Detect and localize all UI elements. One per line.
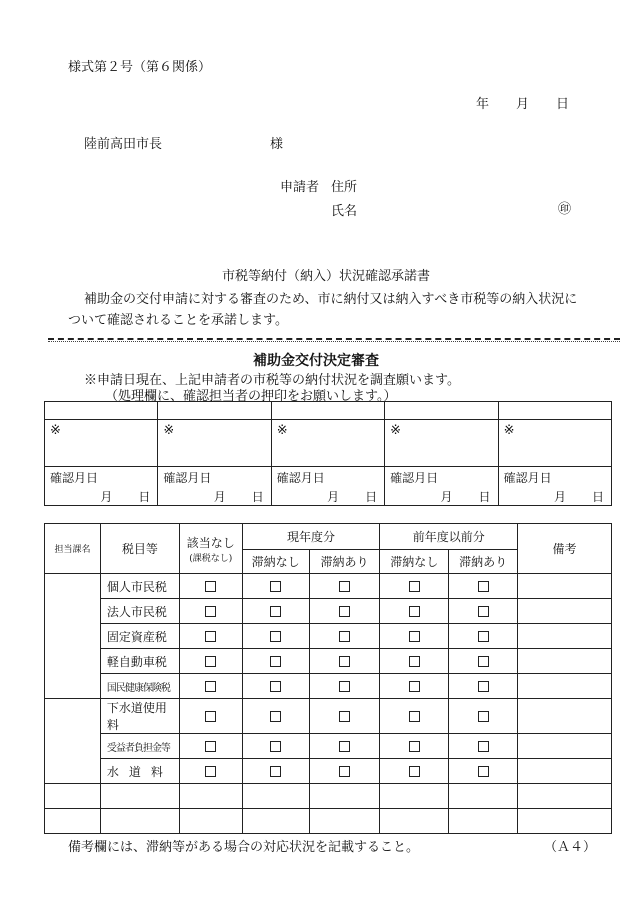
checkbox[interactable] (205, 656, 216, 667)
confirm-seal-cell[interactable]: ※ (271, 420, 384, 467)
confirm-seal-cell[interactable]: ※ (158, 420, 271, 467)
confirm-date-label: 確認月日 (390, 471, 439, 485)
empty-cell[interactable] (518, 784, 612, 809)
name-label: 氏名 (331, 204, 358, 219)
checkbox-cell[interactable] (380, 759, 449, 784)
honorific: 様 (270, 137, 284, 152)
checkbox-cell[interactable] (242, 759, 309, 784)
checkbox[interactable] (478, 656, 489, 667)
checkbox[interactable] (409, 581, 420, 592)
checkbox[interactable] (339, 741, 350, 752)
day-label: 日 (138, 490, 151, 504)
month-label: 月 (440, 490, 453, 504)
header-not-applicable (179, 524, 242, 574)
remarks-cell[interactable] (518, 624, 612, 649)
checkbox-cell[interactable] (242, 599, 309, 624)
checkbox-cell[interactable] (179, 759, 242, 784)
checkbox-cell[interactable] (380, 574, 449, 599)
remarks-cell[interactable] (518, 759, 612, 784)
empty-cell[interactable] (380, 809, 449, 834)
confirm-date-cell[interactable] (385, 467, 498, 506)
checkbox[interactable] (339, 711, 350, 722)
empty-cell[interactable] (45, 809, 101, 834)
document-title: 市税等納付（納入）状況確認承諾書 (222, 269, 431, 284)
remarks-cell[interactable] (518, 734, 612, 759)
checkbox-cell[interactable] (179, 699, 242, 734)
checkbox-cell[interactable] (449, 574, 518, 599)
remarks-cell[interactable] (518, 574, 612, 599)
checkbox[interactable] (205, 631, 216, 642)
date-month-label: 月 (516, 97, 530, 112)
footer-note: 備考欄には、滞納等がある場合の対応状況を記載すること。 (68, 840, 420, 855)
checkbox-cell[interactable] (242, 734, 309, 759)
checkbox-cell[interactable] (449, 624, 518, 649)
empty-cell[interactable] (449, 809, 518, 834)
confirm-seal-cell[interactable]: ※ (385, 420, 498, 467)
checkbox[interactable] (270, 741, 281, 752)
checkbox-cell[interactable] (449, 674, 518, 699)
checkbox[interactable] (270, 631, 281, 642)
confirm-date-label: 確認月日 (50, 471, 99, 485)
month-label: 月 (553, 490, 566, 504)
remarks-cell[interactable] (518, 649, 612, 674)
day-label: 日 (251, 490, 264, 504)
checkbox[interactable] (409, 606, 420, 617)
header-remarks: 備考 (518, 524, 612, 574)
table-row-empty (45, 784, 612, 809)
checkbox[interactable] (270, 656, 281, 667)
table-row (45, 759, 612, 784)
checkbox-cell[interactable] (309, 674, 380, 699)
header-previous-years: 前年度以前分 (380, 524, 518, 550)
empty-cell[interactable] (242, 784, 309, 809)
checkbox-cell[interactable] (380, 624, 449, 649)
checkbox-cell[interactable] (179, 599, 242, 624)
checkbox-cell[interactable] (380, 649, 449, 674)
date-year-label: 年 (476, 97, 490, 112)
checkbox-cell[interactable] (242, 574, 309, 599)
applicant-label: 申請者 (280, 180, 320, 195)
date-day-label: 日 (556, 97, 570, 112)
form-number: 様式第２号（第６関係） (68, 60, 212, 75)
day-label: 日 (478, 490, 491, 504)
confirm-date-label: 確認月日 (163, 471, 212, 485)
checkbox-cell[interactable] (179, 574, 242, 599)
checkbox-cell[interactable] (179, 649, 242, 674)
checkbox-cell[interactable] (380, 699, 449, 734)
confirm-date-cell[interactable] (45, 467, 158, 506)
address-label: 住所 (331, 180, 358, 195)
table-row-empty (45, 809, 612, 834)
day-label: 日 (365, 490, 378, 504)
checkbox[interactable] (339, 631, 350, 642)
dept-cell[interactable] (45, 699, 101, 784)
checkbox[interactable] (409, 741, 420, 752)
checkbox-cell[interactable] (309, 759, 380, 784)
empty-cell[interactable] (100, 809, 179, 834)
table-row (45, 574, 612, 599)
header-previous-has-arrears: 滞納あり (449, 550, 518, 574)
header-tax-item: 税目等 (100, 524, 179, 574)
tax-item-cell: 固定資産税 (100, 624, 179, 649)
empty-cell[interactable] (100, 784, 179, 809)
confirm-date-cell[interactable] (158, 467, 271, 506)
checkbox[interactable] (409, 631, 420, 642)
table-row (45, 734, 612, 759)
checkbox-cell[interactable] (380, 599, 449, 624)
checkbox[interactable] (270, 606, 281, 617)
checkbox[interactable] (478, 711, 489, 722)
checkbox[interactable] (339, 581, 350, 592)
table-row (45, 649, 612, 674)
checkbox-cell[interactable] (449, 599, 518, 624)
month-label: 月 (327, 490, 340, 504)
checkbox[interactable] (205, 681, 216, 692)
empty-cell[interactable] (242, 809, 309, 834)
tax-item-cell: 受益者負担金等 (100, 734, 179, 759)
consent-text-line2: ついて確認されることを承諾します。 (68, 313, 288, 328)
tax-item-cell: 下水道使用料 (100, 699, 179, 734)
confirm-header-cell (271, 402, 384, 420)
checkbox-cell[interactable] (309, 599, 380, 624)
confirm-date-cell[interactable] (271, 467, 384, 506)
not-applicable-label: 該当なし (186, 535, 235, 550)
remarks-cell[interactable] (518, 674, 612, 699)
checkbox-cell[interactable] (309, 574, 380, 599)
day-label: 日 (591, 490, 604, 504)
confirm-header-cell (158, 402, 271, 420)
dept-cell[interactable] (45, 574, 101, 699)
checkbox-cell[interactable] (309, 624, 380, 649)
checkbox[interactable] (270, 766, 281, 777)
checkbox-cell[interactable] (242, 624, 309, 649)
tax-item-cell: 国民健康保険税 (100, 674, 179, 699)
checkbox[interactable] (478, 606, 489, 617)
table-row (45, 699, 612, 734)
checkbox[interactable] (478, 681, 489, 692)
table-row (45, 674, 612, 699)
remarks-cell[interactable] (518, 699, 612, 734)
checkbox[interactable] (478, 631, 489, 642)
paper-size: （Ａ４） (544, 840, 597, 855)
header-dept: 担当課名 (45, 524, 101, 574)
tax-item-cell: 軽自動車税 (100, 649, 179, 674)
checkbox-cell[interactable] (242, 699, 309, 734)
confirm-date-label: 確認月日 (276, 471, 325, 485)
header-previous-no-arrears: 滞納なし (380, 550, 449, 574)
checkbox[interactable] (339, 606, 350, 617)
checkbox[interactable] (409, 711, 420, 722)
checkbox[interactable] (478, 581, 489, 592)
confirm-date-label: 確認月日 (503, 471, 552, 485)
empty-cell[interactable] (179, 809, 242, 834)
checkbox[interactable] (409, 656, 420, 667)
checkbox[interactable] (339, 766, 350, 777)
remarks-cell[interactable] (518, 599, 612, 624)
checkbox-cell[interactable] (449, 734, 518, 759)
tax-item-cell: 水道料 (100, 759, 179, 784)
empty-cell[interactable] (449, 784, 518, 809)
checkbox[interactable] (205, 741, 216, 752)
checkbox-cell[interactable] (179, 734, 242, 759)
checkbox-cell[interactable] (309, 734, 380, 759)
checkbox[interactable] (270, 681, 281, 692)
tax-item-cell: 個人市民税 (100, 574, 179, 599)
confirmation-table (44, 401, 612, 506)
checkbox[interactable] (339, 681, 350, 692)
seal-mark: ㊞ (558, 202, 572, 217)
tax-item-cell: 法人市民税 (100, 599, 179, 624)
empty-cell[interactable] (309, 809, 380, 834)
checkbox-cell[interactable] (449, 649, 518, 674)
note-seal-request: （処理欄に、確認担当者の押印をお願いします。） (105, 389, 397, 404)
not-applicable-sub: (課税なし) (189, 553, 233, 564)
confirm-seal-cell[interactable]: ※ (498, 420, 611, 467)
empty-cell[interactable] (179, 784, 242, 809)
checkbox[interactable] (270, 581, 281, 592)
checkbox[interactable] (205, 766, 216, 777)
checkbox[interactable] (205, 606, 216, 617)
checkbox-cell[interactable] (449, 759, 518, 784)
checkbox[interactable] (409, 681, 420, 692)
checkbox-cell[interactable] (309, 699, 380, 734)
checkbox[interactable] (205, 711, 216, 722)
checkbox[interactable] (205, 581, 216, 592)
confirm-header-cell (385, 402, 498, 420)
checkbox[interactable] (478, 766, 489, 777)
month-label: 月 (213, 490, 226, 504)
empty-cell[interactable] (309, 784, 380, 809)
consent-text-line1: 補助金の交付申請に対する審査のため、市に納付又は納入すべき市税等の納入状況に (84, 292, 578, 307)
header-current-no-arrears: 滞納なし (242, 550, 309, 574)
checkbox-cell[interactable] (179, 674, 242, 699)
checkbox-cell[interactable] (380, 734, 449, 759)
cut-line-dots (48, 341, 620, 342)
month-label: 月 (100, 490, 113, 504)
empty-cell[interactable] (45, 784, 101, 809)
checkbox-cell[interactable] (309, 649, 380, 674)
confirm-header-cell (45, 402, 158, 420)
checkbox[interactable] (339, 656, 350, 667)
cut-line (48, 338, 620, 340)
table-row (45, 624, 612, 649)
empty-cell[interactable] (380, 784, 449, 809)
checkbox-cell[interactable] (179, 624, 242, 649)
header-current-has-arrears: 滞納あり (309, 550, 380, 574)
checkbox-cell[interactable] (380, 674, 449, 699)
tax-status-table (44, 523, 612, 834)
empty-cell[interactable] (518, 809, 612, 834)
header-current-year: 現年度分 (242, 524, 380, 550)
addressee: 陸前高田市長 (84, 137, 163, 152)
note-survey: ※申請日現在、上記申請者の市税等の納付状況を調査願います。 (84, 373, 460, 388)
confirm-date-cell[interactable] (498, 467, 611, 506)
checkbox[interactable] (478, 741, 489, 752)
checkbox-cell[interactable] (242, 674, 309, 699)
table-row (45, 599, 612, 624)
confirm-header-cell (498, 402, 611, 420)
checkbox-cell[interactable] (242, 649, 309, 674)
checkbox[interactable] (409, 766, 420, 777)
checkbox-cell[interactable] (449, 699, 518, 734)
confirm-seal-cell[interactable]: ※ (45, 420, 158, 467)
checkbox[interactable] (270, 711, 281, 722)
section-title: 補助金交付決定審査 (253, 353, 379, 369)
